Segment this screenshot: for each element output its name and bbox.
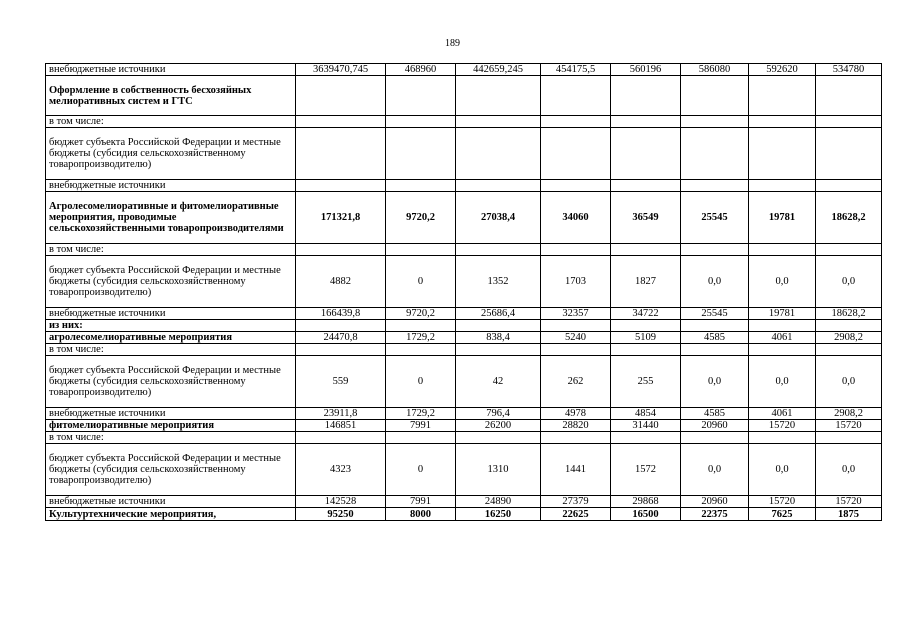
value-cell: 24890 [456, 496, 541, 508]
value-cell [296, 76, 386, 116]
value-cell [296, 244, 386, 256]
value-cell [681, 128, 749, 180]
table-row [46, 408, 882, 420]
value-cell: 32357 [541, 308, 611, 320]
value-cell [681, 344, 749, 356]
value-cell: 262 [541, 356, 611, 408]
value-cell: 4585 [681, 408, 749, 420]
funding-table [45, 63, 882, 521]
value-cell: 838,4 [456, 332, 541, 344]
table-row [46, 180, 882, 192]
value-cell: 7991 [386, 496, 456, 508]
value-cell: 18628,2 [816, 308, 882, 320]
value-cell: 22625 [541, 508, 611, 521]
row-label: Оформление в собственность бесхозяйных мелиоративных систем и ГТС [46, 76, 296, 116]
value-cell [749, 180, 816, 192]
value-cell: 2908,2 [816, 408, 882, 420]
value-cell [749, 128, 816, 180]
value-cell [611, 432, 681, 444]
row-label: бюджет субъекта Российской Федерации и местные бюджеты (субсидия сельскохозяйственному товаропроизводителю) [46, 356, 296, 408]
value-cell [541, 116, 611, 128]
value-cell [816, 116, 882, 128]
value-cell: 4061 [749, 408, 816, 420]
value-cell [456, 320, 541, 332]
value-cell: 26200 [456, 420, 541, 432]
value-cell [386, 116, 456, 128]
table-row [46, 116, 882, 128]
value-cell [816, 128, 882, 180]
value-cell: 3639470,745 [296, 64, 386, 76]
value-cell [681, 76, 749, 116]
value-cell: 0,0 [816, 444, 882, 496]
value-cell: 15720 [816, 496, 882, 508]
value-cell [456, 116, 541, 128]
value-cell: 5240 [541, 332, 611, 344]
value-cell: 0,0 [816, 256, 882, 308]
value-cell: 0 [386, 356, 456, 408]
row-label: в том числе: [46, 344, 296, 356]
value-cell: 9720,2 [386, 308, 456, 320]
value-cell: 560196 [611, 64, 681, 76]
value-cell [386, 76, 456, 116]
table-row [46, 64, 882, 76]
value-cell: 0,0 [749, 444, 816, 496]
value-cell [386, 244, 456, 256]
table-row [46, 192, 882, 244]
value-cell: 4323 [296, 444, 386, 496]
row-label: внебюджетные источники [46, 180, 296, 192]
value-cell [681, 244, 749, 256]
value-cell: 5109 [611, 332, 681, 344]
table-row [46, 76, 882, 116]
value-cell [296, 180, 386, 192]
row-label: Агролесомелиоративные и фитомелиоративные мероприятия, проводимые сельскохозяйственными товаропроизводителями [46, 192, 296, 244]
value-cell [611, 180, 681, 192]
value-cell: 586080 [681, 64, 749, 76]
value-cell [749, 344, 816, 356]
value-cell: 27379 [541, 496, 611, 508]
value-cell: 28820 [541, 420, 611, 432]
table-row [46, 356, 882, 408]
value-cell: 171321,8 [296, 192, 386, 244]
value-cell: 0 [386, 444, 456, 496]
row-label: в том числе: [46, 432, 296, 444]
value-cell: 534780 [816, 64, 882, 76]
table-row [46, 344, 882, 356]
table-body [46, 64, 882, 521]
value-cell: 146851 [296, 420, 386, 432]
row-label: бюджет субъекта Российской Федерации и местные бюджеты (субсидия сельскохозяйственному товаропроизводителю) [46, 256, 296, 308]
value-cell [611, 128, 681, 180]
value-cell [386, 180, 456, 192]
value-cell [541, 180, 611, 192]
value-cell [816, 432, 882, 444]
table-row [46, 508, 882, 521]
value-cell [386, 344, 456, 356]
value-cell [611, 344, 681, 356]
value-cell [816, 244, 882, 256]
value-cell [296, 116, 386, 128]
value-cell: 0,0 [816, 356, 882, 408]
value-cell: 25686,4 [456, 308, 541, 320]
table-row [46, 332, 882, 344]
value-cell: 42 [456, 356, 541, 408]
value-cell [541, 76, 611, 116]
value-cell [816, 344, 882, 356]
table-row [46, 308, 882, 320]
table-row [46, 496, 882, 508]
value-cell [296, 344, 386, 356]
value-cell [386, 128, 456, 180]
value-cell: 4882 [296, 256, 386, 308]
value-cell [681, 320, 749, 332]
value-cell: 166439,8 [296, 308, 386, 320]
value-cell: 0,0 [681, 256, 749, 308]
value-cell: 0,0 [681, 444, 749, 496]
value-cell: 454175,5 [541, 64, 611, 76]
page-number: 189 [445, 38, 460, 49]
value-cell: 796,4 [456, 408, 541, 420]
table-row [46, 244, 882, 256]
value-cell: 1729,2 [386, 408, 456, 420]
value-cell [541, 320, 611, 332]
table-row [46, 420, 882, 432]
table-row [46, 444, 882, 496]
row-label: в том числе: [46, 244, 296, 256]
value-cell: 29868 [611, 496, 681, 508]
row-label: бюджет субъекта Российской Федерации и местные бюджеты (субсидия сельскохозяйственному товаропроизводителю) [46, 444, 296, 496]
value-cell: 7625 [749, 508, 816, 521]
value-cell: 34060 [541, 192, 611, 244]
value-cell: 25545 [681, 308, 749, 320]
value-cell: 4585 [681, 332, 749, 344]
row-label: Культуртехнические мероприятия, [46, 508, 296, 521]
row-label: бюджет субъекта Российской Федерации и местные бюджеты (субсидия сельскохозяйственному товаропроизводителю) [46, 128, 296, 180]
value-cell [456, 244, 541, 256]
value-cell: 0,0 [749, 256, 816, 308]
value-cell: 25545 [681, 192, 749, 244]
value-cell [681, 432, 749, 444]
value-cell: 20960 [681, 420, 749, 432]
value-cell [456, 128, 541, 180]
value-cell: 142528 [296, 496, 386, 508]
value-cell [749, 244, 816, 256]
value-cell: 16500 [611, 508, 681, 521]
value-cell [541, 344, 611, 356]
value-cell: 15720 [749, 496, 816, 508]
value-cell: 1352 [456, 256, 541, 308]
row-label: внебюджетные источники [46, 308, 296, 320]
row-label: в том числе: [46, 116, 296, 128]
value-cell: 2908,2 [816, 332, 882, 344]
value-cell: 4061 [749, 332, 816, 344]
table-row [46, 256, 882, 308]
value-cell: 19781 [749, 308, 816, 320]
value-cell [456, 344, 541, 356]
table-row [46, 128, 882, 180]
value-cell: 36549 [611, 192, 681, 244]
value-cell [296, 432, 386, 444]
value-cell: 19781 [749, 192, 816, 244]
value-cell: 0,0 [681, 356, 749, 408]
row-label: фитомелиоративные мероприятия [46, 420, 296, 432]
row-label: внебюджетные источники [46, 64, 296, 76]
value-cell: 255 [611, 356, 681, 408]
value-cell: 20960 [681, 496, 749, 508]
value-cell: 1875 [816, 508, 882, 521]
value-cell [296, 128, 386, 180]
value-cell [456, 180, 541, 192]
value-cell [611, 244, 681, 256]
value-cell: 95250 [296, 508, 386, 521]
value-cell [681, 116, 749, 128]
value-cell [611, 320, 681, 332]
value-cell [749, 116, 816, 128]
value-cell: 0,0 [749, 356, 816, 408]
row-label: внебюджетные источники [46, 496, 296, 508]
value-cell: 15720 [816, 420, 882, 432]
value-cell: 27038,4 [456, 192, 541, 244]
value-cell: 34722 [611, 308, 681, 320]
value-cell [541, 128, 611, 180]
value-cell: 31440 [611, 420, 681, 432]
value-cell: 23911,8 [296, 408, 386, 420]
value-cell [816, 76, 882, 116]
value-cell [749, 320, 816, 332]
value-cell [456, 432, 541, 444]
value-cell: 24470,8 [296, 332, 386, 344]
value-cell: 442659,245 [456, 64, 541, 76]
value-cell: 4978 [541, 408, 611, 420]
row-label: агролесомелиоративные мероприятия [46, 332, 296, 344]
value-cell [816, 320, 882, 332]
value-cell: 559 [296, 356, 386, 408]
value-cell [386, 320, 456, 332]
value-cell [541, 244, 611, 256]
value-cell [611, 76, 681, 116]
row-label: внебюджетные источники [46, 408, 296, 420]
value-cell: 4854 [611, 408, 681, 420]
value-cell: 1729,2 [386, 332, 456, 344]
value-cell [611, 116, 681, 128]
value-cell: 1441 [541, 444, 611, 496]
value-cell: 1703 [541, 256, 611, 308]
value-cell: 7991 [386, 420, 456, 432]
value-cell: 15720 [749, 420, 816, 432]
value-cell [456, 76, 541, 116]
value-cell: 468960 [386, 64, 456, 76]
value-cell: 1827 [611, 256, 681, 308]
value-cell [749, 76, 816, 116]
value-cell [296, 320, 386, 332]
table-row [46, 432, 882, 444]
value-cell: 1310 [456, 444, 541, 496]
value-cell: 1572 [611, 444, 681, 496]
value-cell: 22375 [681, 508, 749, 521]
value-cell [749, 432, 816, 444]
value-cell [541, 432, 611, 444]
value-cell: 18628,2 [816, 192, 882, 244]
value-cell: 16250 [456, 508, 541, 521]
value-cell [681, 180, 749, 192]
row-label: из них: [46, 320, 296, 332]
value-cell: 9720,2 [386, 192, 456, 244]
value-cell [386, 432, 456, 444]
value-cell: 8000 [386, 508, 456, 521]
value-cell: 0 [386, 256, 456, 308]
table-row [46, 320, 882, 332]
value-cell [816, 180, 882, 192]
value-cell: 592620 [749, 64, 816, 76]
